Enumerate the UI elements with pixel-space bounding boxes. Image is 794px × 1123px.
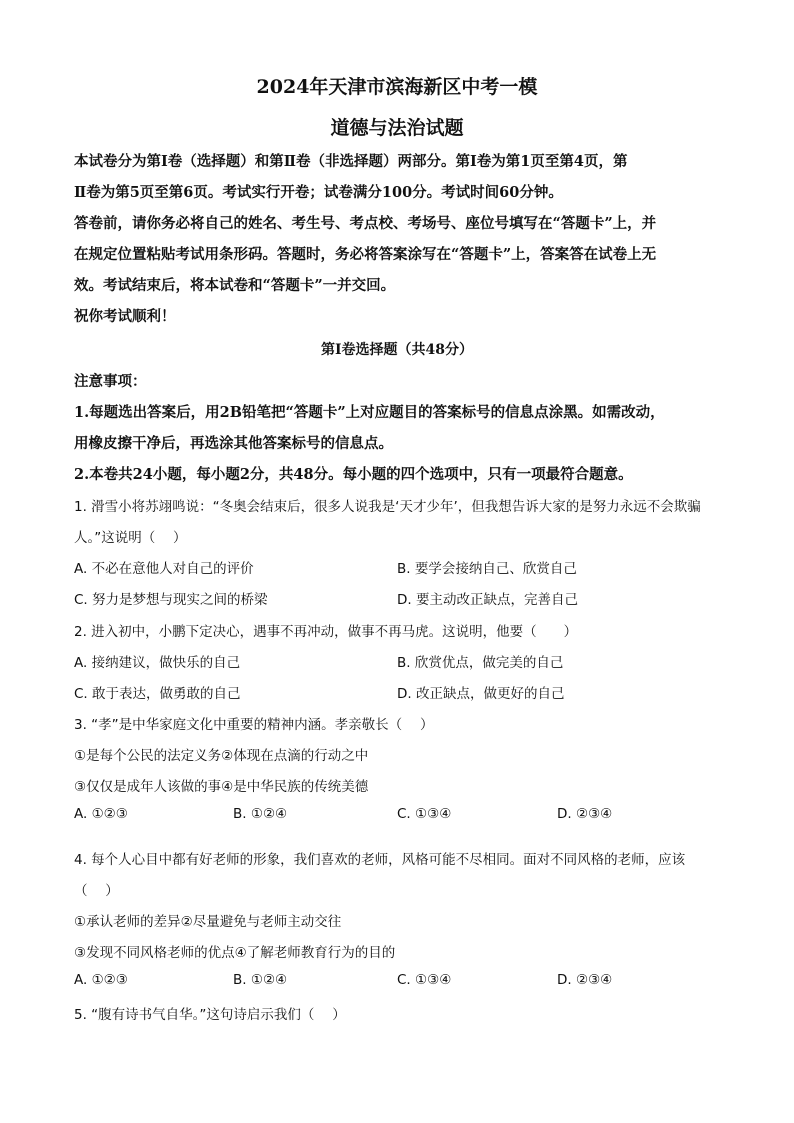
- q1-option-a[interactable]: A. 不必在意他人对自己的评价: [74, 561, 254, 577]
- q2-option-a[interactable]: A. 接纳建议，做快乐的自己: [74, 655, 241, 671]
- intro-line-2: Ⅱ卷为第5页至第6页。考试实行开卷；试卷满分100分。考试时间60分钟。: [74, 184, 563, 201]
- q3-option-d[interactable]: D. ②③④: [557, 806, 613, 822]
- q4-option-c[interactable]: C. ①③④: [397, 972, 452, 988]
- q2-option-d[interactable]: D. 改正缺点，做更好的自己: [397, 686, 565, 702]
- q4-statements-1: ①承认老师的差异②尽量避免与老师主动交往: [74, 914, 342, 930]
- intro-line-1: 本试卷分为第Ⅰ卷（选择题）和第Ⅱ卷（非选择题）两部分。第Ⅰ卷为第1页至第4页，第: [74, 153, 628, 170]
- q4-option-a[interactable]: A. ①②③: [74, 972, 128, 988]
- q3-option-b[interactable]: B. ①②④: [233, 806, 288, 822]
- q3-option-a[interactable]: A. ①②③: [74, 806, 128, 822]
- q1-option-c[interactable]: C. 努力是梦想与现实之间的桥梁: [74, 592, 268, 608]
- q1-option-b[interactable]: B. 要学会接纳自己、欣赏自己: [397, 561, 577, 577]
- q4-statements-2: ③发现不同风格老师的优点④了解老师教育行为的目的: [74, 945, 396, 961]
- q4-option-b[interactable]: B. ①②④: [233, 972, 288, 988]
- q3-statements-1: ①是每个公民的法定义务②体现在点滴的行动之中: [74, 748, 369, 764]
- page-subtitle: 道德与法治试题: [330, 117, 464, 139]
- q5-stem: 5. “腹有诗书气自华。”这句诗启示我们（ ）: [74, 1007, 346, 1023]
- q4-stem-line-1: 4. 每个人心目中都有好老师的形象，我们喜欢的老师，风格可能不尽相同。面对不同风格的老师，应该: [74, 852, 686, 868]
- section-heading: 第Ⅰ卷选择题（共48分）: [320, 342, 474, 358]
- intro-line-4: 在规定位置粘贴考试用条形码。答题时，务必将答案涂写在“答题卡”上，答案答在试卷上无: [74, 246, 657, 263]
- q2-option-b[interactable]: B. 欣赏优点，做完美的自己: [397, 655, 564, 671]
- q1-stem-line-1: 1. 滑雪小将苏翊鸣说：“冬奥会结束后，很多人说我是‘天才少年’，但我想告诉大家的是努力永远不会欺骗: [74, 499, 701, 515]
- q4-option-d[interactable]: D. ②③④: [557, 972, 613, 988]
- note-1b: 用橡皮擦干净后，再选涂其他答案标号的信息点。: [74, 435, 393, 452]
- intro-line-3: 答卷前，请你务必将自己的姓名、考生号、考点校、考场号、座位号填写在“答题卡”上，并: [74, 215, 657, 232]
- note-1a: 1.每题选出答案后，用2B铅笔把“答题卡”上对应题目的答案标号的信息点涂黑。如需改动，: [74, 404, 665, 421]
- notes-title: 注意事项：: [74, 373, 147, 390]
- page-title: 2024年天津市滨海新区中考一模: [256, 76, 538, 98]
- q2-stem: 2. 进入初中，小鹏下定决心，遇事不再冲动，做事不再马虎。这说明，他要（ ）: [74, 624, 578, 640]
- intro-line-5: 效。考试结束后，将本试卷和“答题卡”一并交回。: [74, 277, 396, 294]
- q4-stem-line-2: （ ）: [74, 883, 119, 899]
- q3-option-c[interactable]: C. ①③④: [397, 806, 452, 822]
- q3-statements-2: ③仅仅是成年人该做的事④是中华民族的传统美德: [74, 779, 369, 795]
- q3-stem: 3. “孝”是中华家庭文化中重要的精神内涵。孝亲敬长（ ）: [74, 717, 434, 733]
- intro-line-6: 祝你考试顺利！: [74, 308, 176, 325]
- note-2: 2.本卷共24小题，每小题2分，共48分。每小题的四个选项中，只有一项最符合题意。: [74, 466, 633, 483]
- q2-option-c[interactable]: C. 敢于表达，做勇敢的自己: [74, 686, 241, 702]
- q1-option-d[interactable]: D. 要主动改正缺点，完善自己: [397, 592, 578, 608]
- q1-stem-line-2: 人。”这说明（ ）: [74, 530, 187, 546]
